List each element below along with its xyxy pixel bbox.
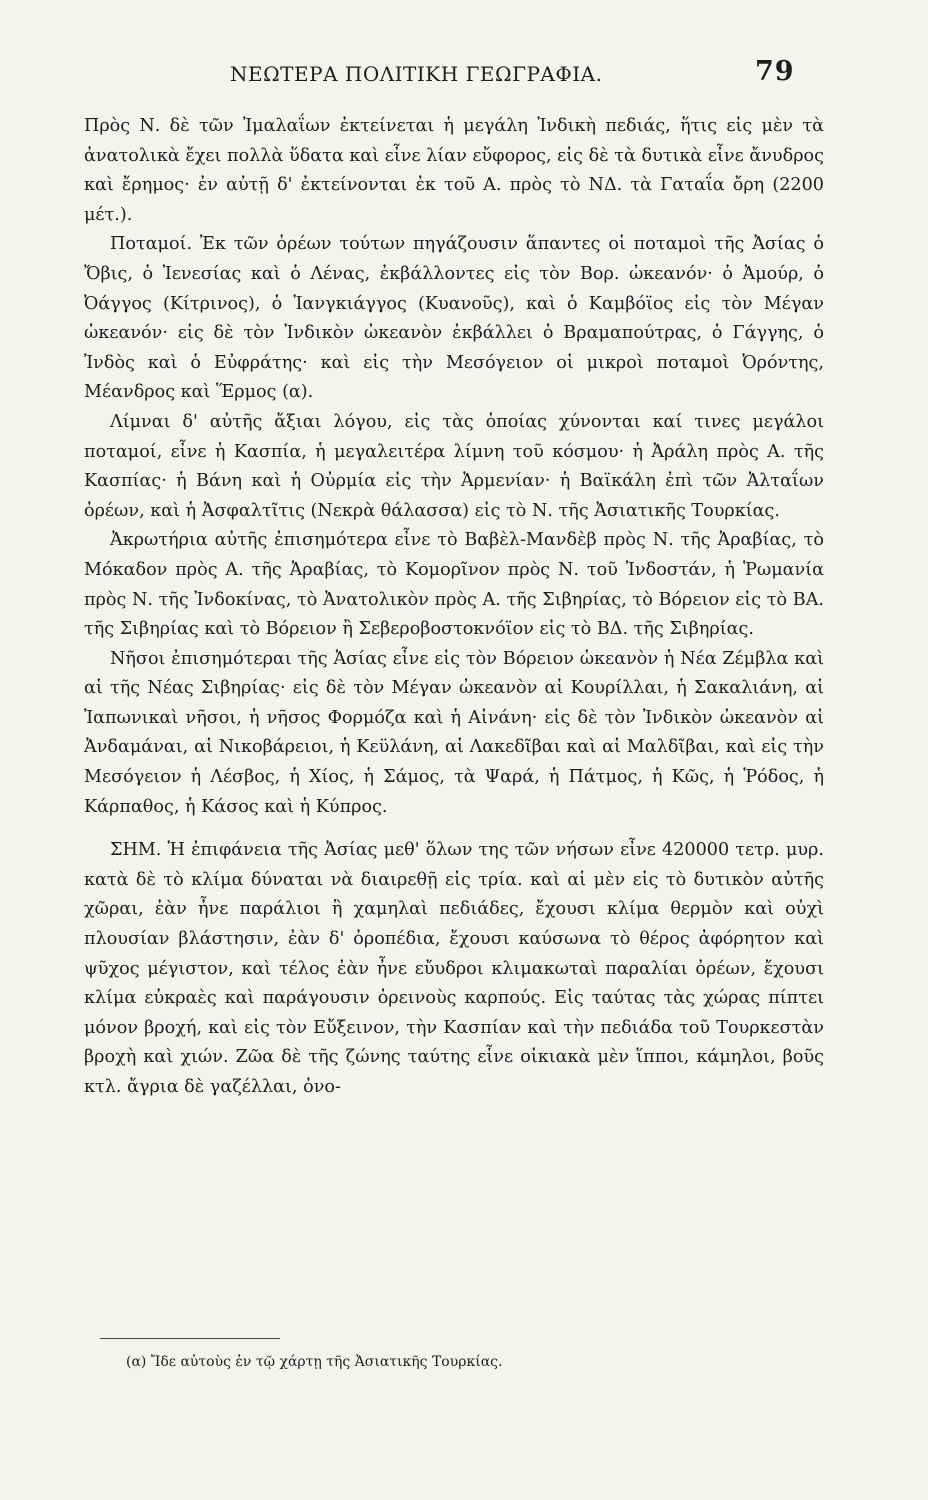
paragraph-islands: Νῆσοι ἐπισημότεραι τῆς Ἀσίας εἶνε εἰς τὸν Βόρειον ὠκεανὸν ἡ Νέα Ζέμβλα καὶ αἱ τῆς Νέας Σιβηρίας· εἰς δὲ τὸν Μέγαν ὠκεανὸν αἱ Κουρίλλαι, ἡ Σακαλιάνη, αἱ Ἰαπωνικαὶ νῆσοι, ἡ νῆσος Φορμόζα καὶ ἡ Αἰνάνη· εἰς δὲ τὸν Ἰνδικὸν ὠκεανὸν αἱ Ἀνδαμάναι, αἱ Νικοβάρειοι, ἡ Κεϋλάνη, αἱ Λακεδῖβαι καὶ αἱ Μαλδῖβαι, καὶ εἰς τὴν Μεσόγειον ἡ Λέσβος, ἡ Χίος, ἡ Σάμος, τὰ Ψαρά, ἡ Πάτμος, ἡ Κῶς, ἡ Ῥόδος, ἡ Κάρπαθος, ἡ Κάσος καὶ ἡ Κύπρος. <box>84 648 824 817</box>
footnote: (α) Ἴδε αὐτοὺς ἐν τῷ χάρτῃ τῆς Ἀσιατικῆς Τουρκίας. <box>126 1354 503 1370</box>
footnote-divider <box>100 1338 280 1339</box>
paragraph-rivers: Ποταμοί. Ἐκ τῶν ὀρέων τούτων πηγάζουσιν ἅπαντες οἱ ποταμοὶ τῆς Ἀσίας ὁ Ὄβις, ὁ Ἰενεσίας καὶ ὁ Λένας, ἐκβάλλοντες εἰς τὸν Βορ. ὠκεανόν· ὁ Ἀμούρ, ὁ Ὀάγγος (Κίτρινος), ὁ Ἰανγκιάγγος (Κυανοῦς), καὶ ὁ Καμβόϊος εἰς τὸν Μέγαν ὠκεανόν· εἰς δὲ τὸν Ἰνδικὸν ὠκεανὸν ἐκβάλλει ὁ Βραμαπούτρας, ὁ Γάγγης, ὁ Ἰνδὸς καὶ ὁ Εὐφράτης· καὶ εἰς τὴν Μεσόγειον οἱ μικροὶ ποταμοὶ Ὀρόντης, Μέανδρος καὶ Ἕρμος (α). <box>84 234 824 403</box>
paragraph-capes: Ἀκρωτήρια αὐτῆς ἐπισημότερα εἶνε τὸ Βαβὲλ-Μανδὲβ πρὸς Ν. τῆς Ἀραβίας, τὸ Μόκαδον πρὸς Α. τῆς Ἀραβίας, τὸ Κομορῖνον πρὸς Ν. τοῦ Ἰνδοστάν, ἡ Ῥωμανία πρὸς Ν. τῆς Ἰνδοκίνας, τὸ Ἀνατολικὸν πρὸς Α. τῆς Σιβηρίας, τὸ Βόρειον εἰς τὸ ΒΑ. τῆς Σιβηρίας καὶ τὸ Βόρειον ἢ Σεβεροβοστοκνόϊον εἰς τὸ ΒΔ. τῆς Σιβηρίας. <box>84 530 824 640</box>
running-header: ΝΕΩΤΕΡΑ ΠΟΛΙΤΙΚΗ ΓΕΩΓΡΑΦΙΑ. <box>230 62 603 86</box>
paragraph-intro: Πρὸς Ν. δὲ τῶν Ἰμαλαΐων ἐκτείνεται ἡ μεγάλη Ἰνδικὴ πεδιάς, ἥτις εἰς μὲν τὰ ἀνατολικὰ ἔχει πολλὰ ὕδατα καὶ εἶνε λίαν εὔφορος, εἰς δὲ τὰ δυτικὰ εἶνε ἄνυδρος καὶ ἔρημος· ἐν αὐτῇ δ' ἐκτείνονται ἐκ τοῦ Α. πρὸς τὸ ΝΔ. τὰ Γαταΐα ὄρη (2200 μέτ.). <box>84 116 824 225</box>
paragraph-note: ΣΗΜ. Ἡ ἐπιφάνεια τῆς Ἀσίας μεθ' ὅλων της τῶν νήσων εἶνε 420000 τετρ. μυρ. κατὰ δὲ τὸ κλίμα δύναται νὰ διαιρεθῇ εἰς τρία. καὶ αἱ μὲν εἰς τὸ δυτικὸν αὐτῆς χῶραι, ἐὰν ἦνε παράλιοι ἢ χαμηλαὶ πεδιάδες, ἔχουσι κλίμα θερμὸν καὶ οὐχὶ πλουσίαν βλάστησιν, ἐὰν δ' ὀροπέδια, ἔχουσι καύσωνα τὸ θέρος ἀφόρητον καὶ ψῦχος μέγιστον, καὶ τέλος ἐὰν ἦνε εὔυδροι κλιμακωταὶ παραλίαι ὀρέων, ἔχουσι κλίμα εὐκραὲς καὶ παράγουσιν ὀρεινοὺς καρπούς. Εἰς ταύτας τὰς χώρας πίπτει μόνον βροχή, καὶ εἰς τὸν Εὔξεινον, τὴν Κασπίαν καὶ τὴν πεδιάδα τοῦ Τουρκεστὰν βροχὴ καὶ χιών. Ζῶα δὲ τῆς ζώνης ταύτης εἶνε οἰκιακὰ μὲν ἵπποι, κάμηλοι, βοῦς κτλ. ἄγρια δὲ γαζέλλαι, ὀνο- <box>84 840 824 1097</box>
page-body <box>84 112 824 1103</box>
paragraph-lakes: Λίμναι δ' αὐτῆς ἄξιαι λόγου, εἰς τὰς ὁποίας χύνονται καί τινες μεγάλοι ποταμοί, εἶνε ἡ Κασπία, ἡ μεγαλειτέρα λίμνη τοῦ κόσμου· ἡ Ἀράλη πρὸς Α. τῆς Κασπίας· ἡ Βάνη καὶ ἡ Οὐρμία εἰς τὴν Ἀρμενίαν· ἡ Βαϊκάλη ἐπὶ τῶν Ἀλταΐων ὀρέων, καὶ ἡ Ἀσφαλτῖτις (Νεκρὰ θάλασσα) εἰς τὸ Ν. τῆς Ἀσιατικῆς Τουρκίας. <box>84 411 824 521</box>
page-number: 79 <box>755 56 795 87</box>
